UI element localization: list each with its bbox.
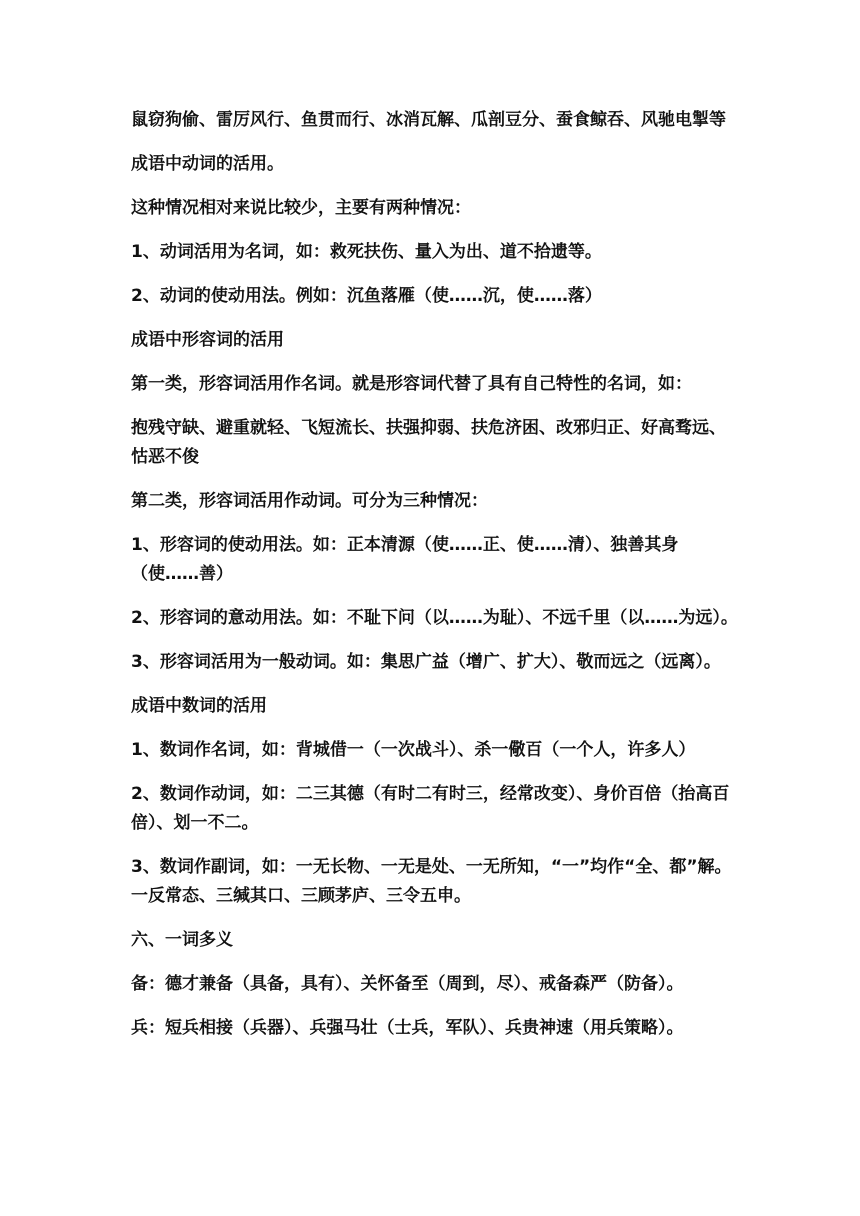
paragraph-18: 备：德才兼备（具备，具有）、关怀备至（周到，尽）、戒备森严（防备）。 [131, 974, 684, 994]
paragraph-15: 2、数词作动词，如：二三其德（有时二有时三，经常改变）、身价百倍（抬高百倍）、划一不二。 [131, 784, 730, 833]
paragraph-13: 成语中数词的活用 [131, 696, 267, 716]
paragraph-2: 成语中动词的活用。 [131, 154, 284, 174]
paragraph-4: 1、动词活用为名词，如：救死扶伤、量入为出、道不拾遗等。 [131, 242, 602, 262]
paragraph-6: 成语中形容词的活用 [131, 330, 284, 350]
paragraph-12: 3、形容词活用为一般动词。如：集思广益（增广、扩大）、敬而远之（远离）。 [131, 652, 721, 672]
paragraph-1: 鼠窃狗偷、雷厉风行、鱼贯而行、冰消瓦解、瓜剖豆分、蚕食鲸吞、风驰电掣等 [131, 110, 726, 130]
paragraph-8: 抱残守缺、避重就轻、飞短流长、扶强抑弱、扶危济困、改邪归正、好高骛远、怙恶不俊 [131, 418, 726, 467]
paragraph-9: 第二类，形容词活用作动词。可分为三种情况： [131, 491, 488, 511]
paragraph-14: 1、数词作名词，如：背城借一（一次战斗）、杀一儆百（一个人，许多人） [131, 740, 696, 760]
paragraph-7: 第一类，形容词活用作名词。就是形容词代替了具有自己特性的名词，如： [131, 374, 692, 394]
paragraph-17: 六、一词多义 [131, 930, 233, 950]
paragraph-16: 3、数词作副词，如：一无长物、一无是处、一无所知，“一”均作“全、都”解。一反常态、三缄其口、三顾茅庐、三令五申。 [131, 857, 732, 906]
paragraph-11: 2、形容词的意动用法。如：不耻下问（以……为耻）、不远千里（以……为远）。 [131, 608, 738, 628]
paragraph-3: 这种情况相对来说比较少，主要有两种情况： [131, 198, 471, 218]
paragraph-5: 2、动词的使动用法。例如：沉鱼落雁（使……沉，使……落） [131, 286, 602, 306]
paragraph-19: 兵：短兵相接（兵器）、兵强马壮（士兵，军队）、兵贵神速（用兵策略）。 [131, 1018, 684, 1038]
document-body [131, 106, 741, 1043]
paragraph-10: 1、形容词的使动用法。如：正本清源（使……正、使……清）、独善其身（使……善） [131, 535, 679, 584]
